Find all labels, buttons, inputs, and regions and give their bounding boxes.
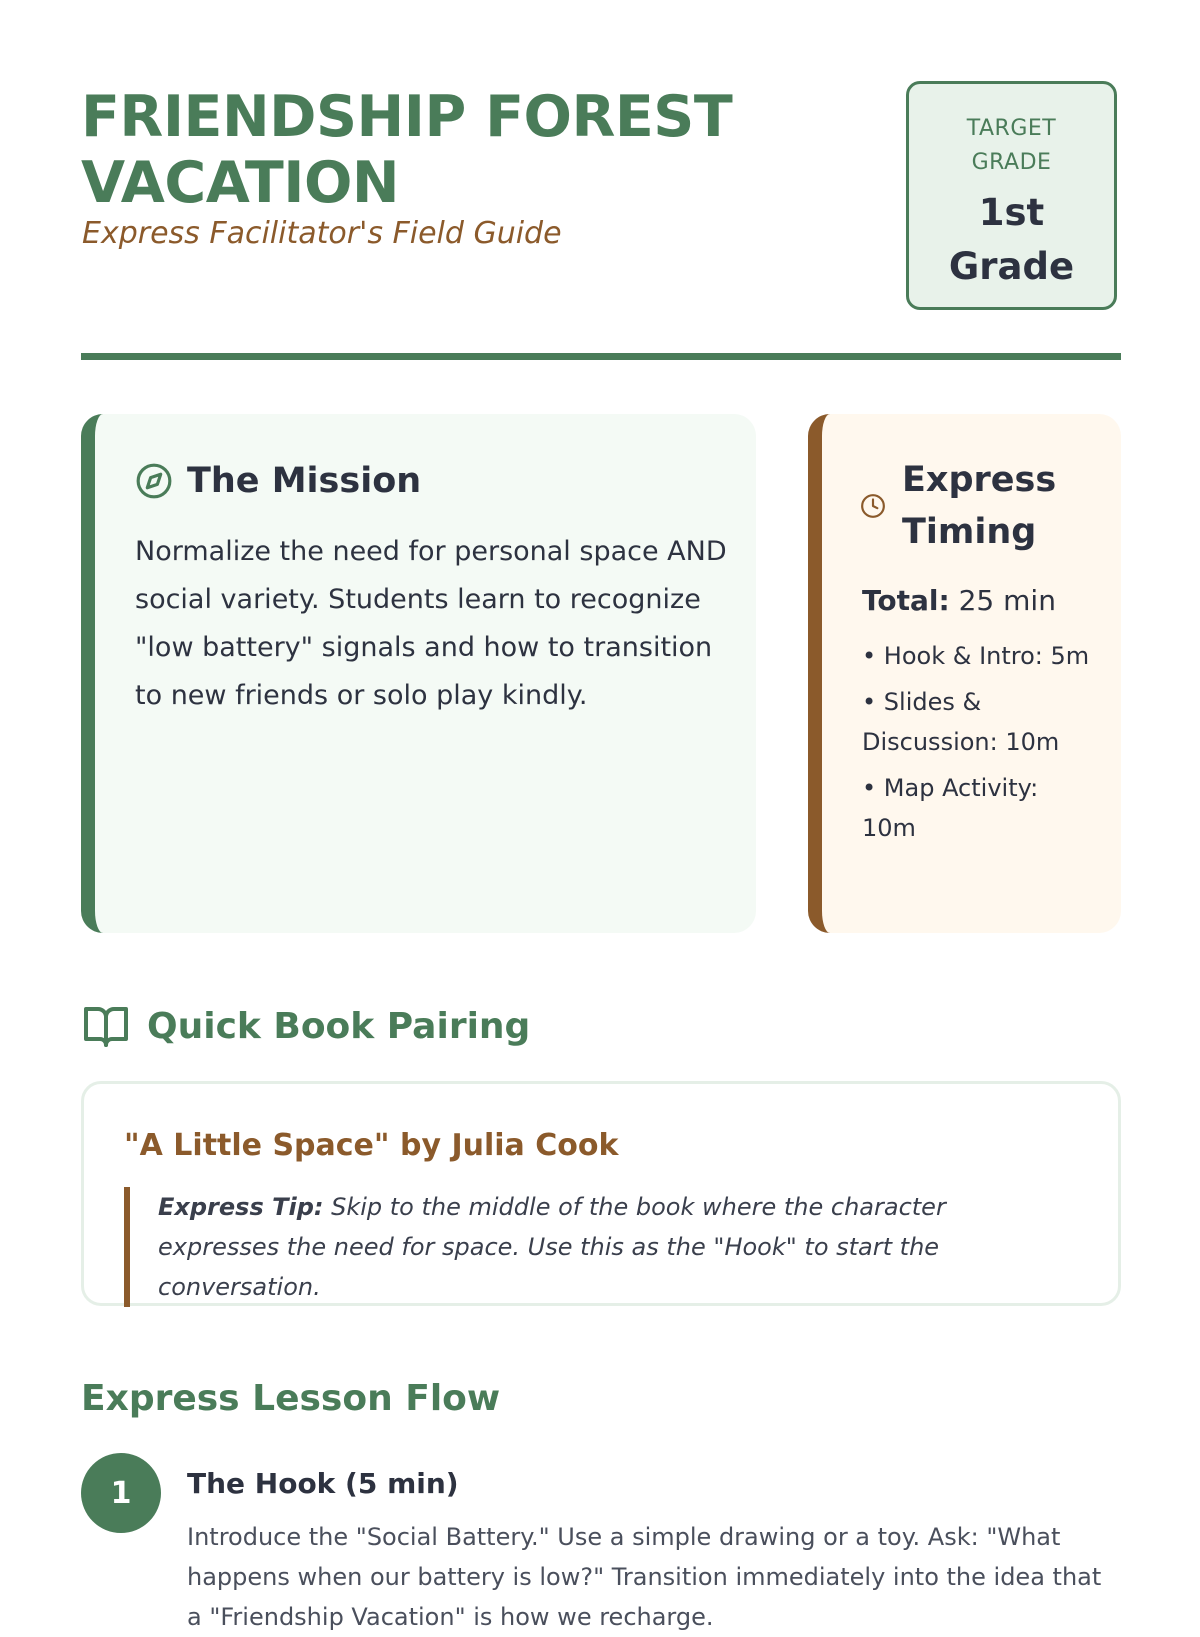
grade-value-text: 1st Grade — [948, 191, 1075, 288]
timing-item-hook: • Hook & Intro: 5m — [862, 642, 1090, 670]
timing-heading — [860, 454, 1072, 558]
grade-label-text: TARGET GRADE — [966, 116, 1057, 175]
timing-heading-text: Express Timing — [902, 460, 1057, 552]
timing-item-map: • Map Activity: 10m — [862, 774, 1039, 842]
mission-heading-text: The Mission — [187, 461, 422, 501]
lesson-flow-heading: Express Lesson Flow — [81, 1378, 501, 1419]
book-tip-label: Express Tip: — [158, 1193, 324, 1221]
book-icon — [81, 1005, 131, 1049]
step-title: The Hook (5 min) — [187, 1467, 459, 1500]
timing-total-value: 25 min — [958, 584, 1056, 617]
timing-total-label: Total: — [862, 584, 950, 617]
mission-card — [81, 414, 756, 933]
page-subtitle: Express Facilitator's Field Guide — [82, 216, 562, 251]
page-header — [81, 80, 1121, 320]
book-tip-text: Skip to the middle of the book where the character expresses the need for space. Use this as the "Hook" to start the conversation. — [158, 1193, 946, 1301]
grade-value — [909, 186, 1114, 294]
grade-label — [909, 112, 1114, 180]
book-tip — [124, 1187, 1064, 1307]
book-pairing-heading-text: Quick Book Pairing — [147, 1006, 531, 1047]
book-card — [81, 1081, 1121, 1306]
page-title: FRIENDSHIP FOREST VACATION — [81, 84, 733, 216]
compass-icon — [135, 462, 173, 500]
header-divider — [81, 353, 1121, 360]
timing-item-slides: • Slides & Discussion: 10m — [862, 688, 1060, 756]
book-title: "A Little Space" by Julia Cook — [124, 1128, 619, 1163]
target-grade-badge — [906, 81, 1117, 310]
clock-icon — [860, 493, 886, 519]
step-text: Introduce the "Social Battery." Use a simple drawing or a toy. Ask: "What happens when our battery is low?" Transition immediately into the idea that a "Friendship Vacation" is how we recharge. — [187, 1523, 1102, 1631]
mission-heading — [135, 454, 421, 508]
timing-total — [862, 584, 1056, 617]
timing-list — [862, 636, 1094, 854]
step-number-badge: 1 — [81, 1453, 161, 1533]
timing-card — [808, 414, 1121, 933]
book-pairing-heading — [81, 1002, 530, 1052]
mission-text: Normalize the need for personal space AND social variety. Students learn to recognize "low battery" signals and how to transition to new friends or solo play kindly. — [135, 536, 727, 711]
